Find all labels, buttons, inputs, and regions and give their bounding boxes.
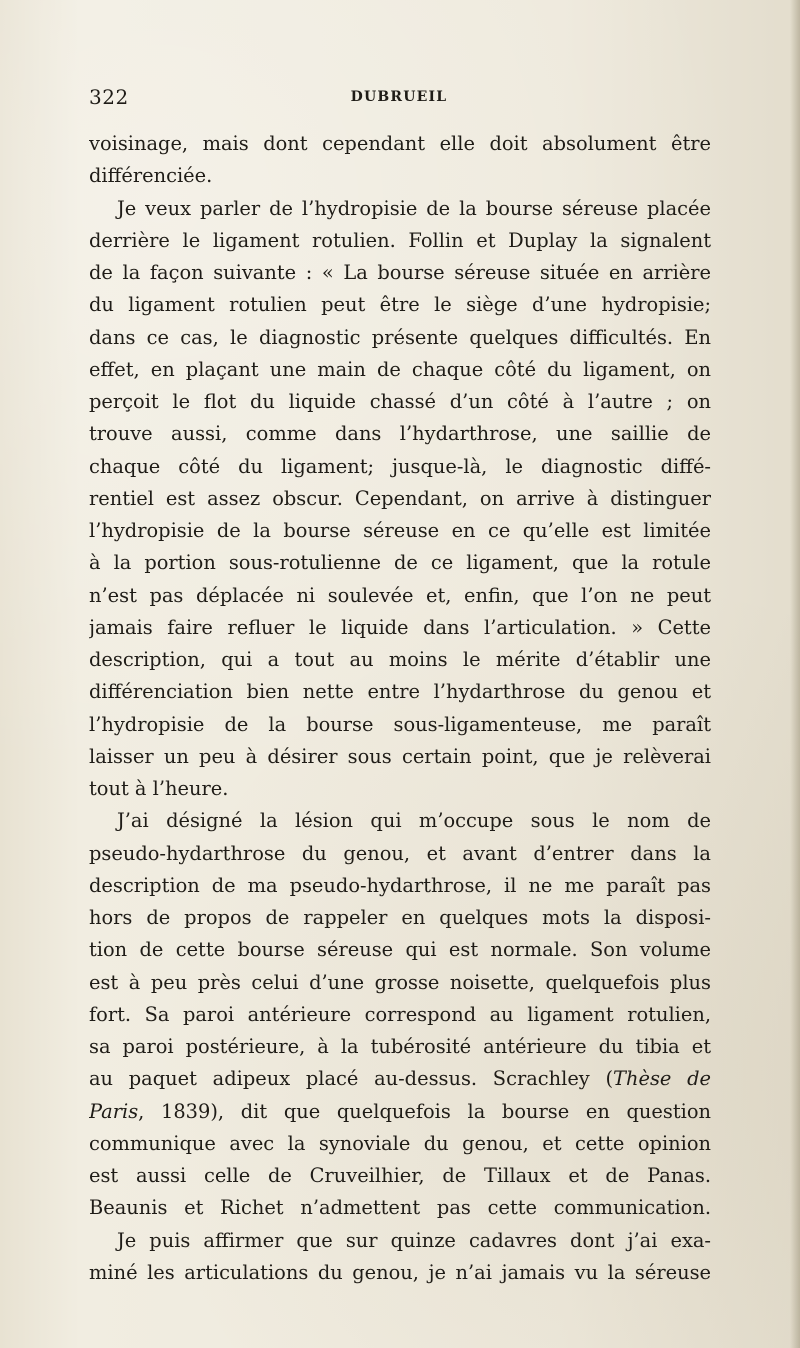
page-edge-shadow xyxy=(790,0,800,1348)
text-line: hors de propos de rappeler en quelques mots la disposi- xyxy=(89,906,711,929)
text-line: différenciation bien nette entre l’hydarthrose du genou et xyxy=(89,680,711,704)
text-line: description de ma pseudo-hydarthrose, il ne me paraît pas xyxy=(89,873,711,897)
text-line: Beaunis et Richet n’admettent pas cette communication. xyxy=(89,1196,711,1220)
text-segment: , 1839), dit que quelquefois la bourse en question xyxy=(138,1099,711,1123)
text-line: est aussi celle de Cruveilhier, de Tillaux et de Panas. xyxy=(89,1164,711,1187)
text-line: jamais faire refluer le liquide dans l’articulation. » Cette xyxy=(89,615,711,639)
text-line: dans ce cas, le diagnostic présente quelques difficultés. En xyxy=(89,325,711,349)
text-line: sa paroi postérieure, à la tubérosité antérieure du tibia et xyxy=(89,1035,711,1058)
text-line: miné les articulations du genou, je n’ai jamais vu la séreuse xyxy=(89,1260,711,1284)
text-line-with-citation xyxy=(89,1063,711,1095)
text-line: l’hydropisie de la bourse sous-ligamenteuse, me paraît xyxy=(89,712,711,736)
text-line: est à peu près celui d’une grosse noisette, quelquefois plus xyxy=(89,970,711,994)
body-text xyxy=(89,128,711,1289)
text-line: tion de cette bourse séreuse qui est normale. Son volume xyxy=(89,938,711,962)
text-line: laisser un peu à désirer sous certain point, que je relèverai xyxy=(89,744,711,768)
text-line-with-citation xyxy=(89,1096,711,1128)
page-header xyxy=(89,83,709,111)
citation-title: Thèse de xyxy=(613,1067,711,1091)
text-line: voisinage, mais dont cependant elle doit absolument être xyxy=(89,132,711,155)
text-line: l’hydropisie de la bourse séreuse en ce qu’elle est limitée xyxy=(89,519,711,542)
text-line: fort. Sa paroi antérieure correspond au ligament rotulien, xyxy=(89,1002,711,1026)
text-line: pseudo-hydarthrose du genou, et avant d’entrer dans la xyxy=(89,841,711,865)
text-line: de la façon suivante : « La bourse séreuse située en arrière xyxy=(89,261,711,284)
text-line: derrière le ligament rotulien. Follin et Duplay la signalent xyxy=(89,228,711,252)
text-line: effet, en plaçant une main de chaque côté du ligament, on xyxy=(89,357,711,381)
text-line: n’est pas déplacée ni soulevée et, enfin, que l’on ne peut xyxy=(89,583,711,607)
paragraph-first-line: Je veux parler de l’hydropisie de la bourse séreuse placée xyxy=(117,196,711,220)
text-line: à la portion sous-rotulienne de ce ligament, que la rotule xyxy=(89,551,711,575)
text-line: perçoit le flot du liquide chassé d’un côté à l’autre ; on xyxy=(89,390,711,413)
text-line: chaque côté du ligament; jusque-là, le diagnostic diffé- xyxy=(89,454,711,478)
page-number: 322 xyxy=(89,85,129,109)
paragraph-first-line: J’ai désigné la lésion qui m’occupe sous le nom de xyxy=(117,809,711,833)
text-line: différenciée. xyxy=(89,164,213,188)
text-line: trouve aussi, comme dans l’hydarthrose, une saillie de xyxy=(89,422,711,446)
text-line: description, qui a tout au moins le mérite d’établir une xyxy=(89,648,711,671)
text-line: rentiel est assez obscur. Cependant, on arrive à distinguer xyxy=(89,486,711,510)
running-head: DUBRUEIL xyxy=(350,89,448,105)
text-line: tout à l’heure. xyxy=(89,777,229,800)
text-segment: au paquet adipeux placé au-dessus. Scrachley ( xyxy=(89,1067,614,1091)
paragraph-first-line: Je puis affirmer que sur quinze cadavres dont j’ai exa- xyxy=(117,1228,711,1252)
citation-place: Paris xyxy=(89,1099,139,1123)
text-line: communique avec la synoviale du genou, et cette opinion xyxy=(89,1131,711,1155)
text-line: du ligament rotulien peut être le siège d’une hydropisie; xyxy=(89,293,711,317)
